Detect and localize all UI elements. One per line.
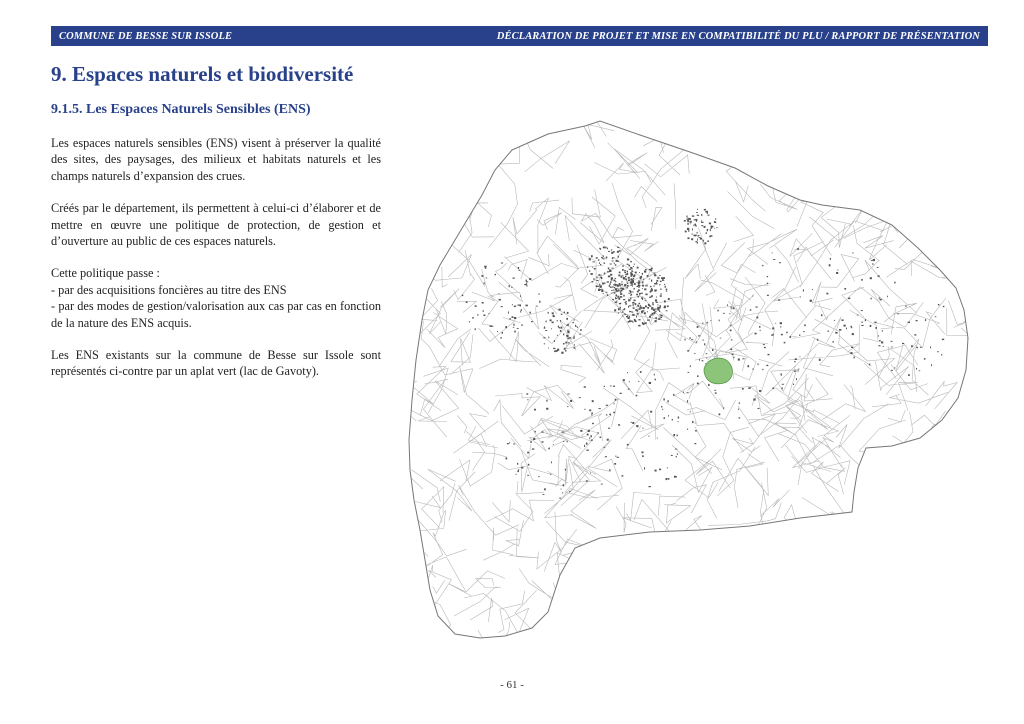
page-number: - 61 - [500, 679, 524, 691]
paragraph-departement: Créés par le département, ils permettent à celui-ci d’élaborer et de mettre en œuvre une politique de protection, de gestion et d’ouverture au public de ces espaces naturels. [51, 201, 381, 249]
policy-item: - par des modes de gestion/valorisation aux cas par cas en fonction de la nature des ENS acquis. [51, 299, 381, 330]
paragraph-policy [51, 265, 381, 331]
policy-item: - par des acquisitions foncières au titre des ENS [51, 282, 287, 297]
header-commune: COMMUNE DE BESSE SUR ISSOLE [59, 30, 233, 42]
section-title: 9. Espaces naturels et biodiversité [51, 62, 354, 86]
header-document-title: DÉCLARATION DE PROJET ET MISE EN COMPATIBILITÉ DU PLU / RAPPORT DE PRÉSENTATION [496, 30, 980, 42]
parcel-lines [400, 110, 990, 650]
policy-intro: Cette politique passe : [51, 266, 160, 281]
commune-boundary [409, 121, 968, 638]
paragraph-ens-existing: Les ENS existants sur la commune de Besse sur Issole sont représentés ci-contre par un aplat vert (lac de Gavoty). [51, 348, 381, 379]
body-text [51, 135, 381, 396]
paragraph-ens-definition: Les espaces naturels sensibles (ENS) visent à préserver la qualité des sites, des paysages, des milieux et habitats naturels et les champs naturels d’expansion des crues. [51, 136, 381, 183]
subsection-title: 9.1.5. Les Espaces Naturels Sensibles (ENS) [51, 102, 311, 117]
ens-area-lac-de-gavoty [704, 358, 732, 384]
commune-map [400, 110, 990, 650]
header-bar [51, 26, 988, 46]
